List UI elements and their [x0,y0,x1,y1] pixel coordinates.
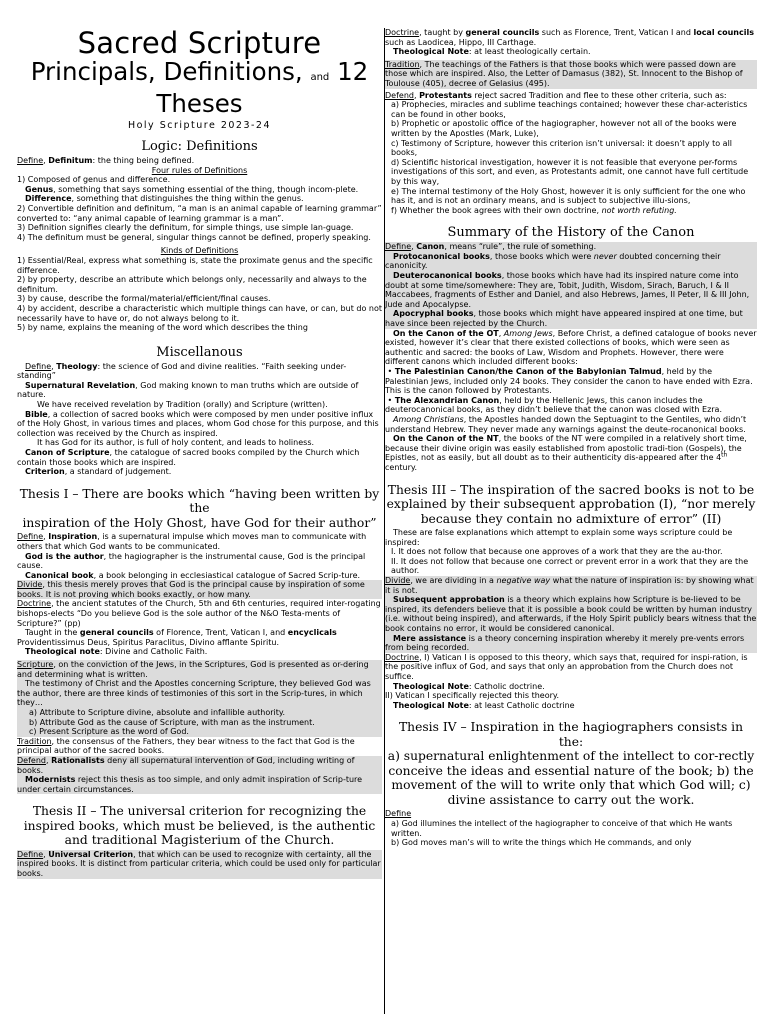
term: Criterion [25,467,65,477]
protestants-line: Defend, Protestants reject sacred Tradition and flee to these other criteria, such as: [385,90,727,100]
text: , that which can be used to recognize with certainty, all the inspired books. It is distinct from particular criteria, which could be used only for particular books. [17,849,381,879]
list-item: a) Attribute to Scripture divine, absolute and infallible authority. [29,708,286,717]
heading-line: inspiration of the Holy Ghost, have God for their author” [22,515,377,530]
text: Among Christians [393,414,464,424]
theological-note-line [385,701,757,711]
text: , the books of the NT were compiled in a relatively short time, because their divine origin was easily established from apostolic tradi-tion (Gospels), the Epistles, not as easily, but all doubt as to their authenticity dis-appeared after the 4 [385,434,747,463]
right-column [385,28,757,1018]
text: such as Florence, Trent, Vatican I and [539,28,694,37]
tradition-line [17,737,382,756]
text: f) Whether the book agrees with their own doctrine, [391,205,602,215]
term: Bible [25,409,48,419]
text: , on the conviction of the Jews, in the Scriptures, God is presented as or-dering and determining what is written. [17,660,369,679]
kind-3: 3) by cause, describe the formal/material/efficient/final causes. [17,294,271,304]
page-subtitle [17,59,382,91]
term: Inspiration [48,532,98,542]
text: , a standard of judgement. [64,467,172,477]
text: , taught by [419,28,466,37]
term: Supernatural Revelation [25,380,136,390]
canon-definitions-block [385,242,757,328]
text: reject this thesis as too simple, and only admit inspiration of Scrip-ture under certain circumstances. [17,775,363,794]
doctrine-label: Doctrine [17,599,52,609]
text: , the ancient statutes of the Church, 5th and 6th centuries, required inter-rogating bishops-elects “Do you believe God is the sole author of the N&O Testa-ments of Scripture?” (pp) [17,599,381,628]
text: , those books which might have appeared inspired at one time, but have since been rejected by the Church. [385,309,743,329]
kind-2: 2) by property, describe an attribute which belongs only, necessarily and always to the definitum. [17,275,367,294]
list-item: a) Prophecies, miracles and sublime teachings contained; however these char-acteristics can be found in other books, [391,100,748,119]
theological-note-line [385,682,757,692]
thesis-1-heading [17,487,382,531]
term: general councils [465,28,540,37]
define-label: Define [385,809,412,819]
define-label: Define [385,242,412,252]
heading-line: Thesis IV – Inspiration in the hagiographers consists in the: [398,720,744,749]
term: Theological note [25,647,100,657]
definitum-line: Define, Definitum: the thing being defined. [17,156,195,165]
inspiration-line: Define, Inspiration, is a supernatural impulse which moves man to communicate with others that which God wants to be communicated. [17,532,367,551]
canonical-line [17,571,382,581]
page-subtitle-theses: Theses [156,89,243,118]
course-label: Holy Scripture 2023-24 [127,120,272,131]
term: Universal Criterion [48,849,134,859]
list-item: b) Prophetic or apostolic office of the hagiographer, however not all of the books were written by the Apostles (Mark, Luke), [391,119,737,138]
term: Protocanonical books [393,251,490,261]
text: , held by the Palestinian Jews, included only 24 books. They consider the canon to have ended with Ezra. This is the canon followed by Protestants. [385,367,753,396]
bible-line [17,410,382,439]
text: reject sacred Tradition and flee to these other criteria, such as: [471,90,727,100]
term: Apocryphal books [393,309,474,319]
text: , those books which have had its inspired nature come into doubt at some time/somewhere: They are, Tobit, Judith, Wisdom, Sirach, Baruch, I & II Maccabees, fragments of Esther and Daniel, and also Hebrews, James, II Peter, II & III John, Jude and Apocalypse. [385,271,750,309]
canon-line [17,448,382,467]
thesis-3-heading: Thesis III – The inspiration of the sacred books is not to be explained by their subsequent approbation (I), “nor merely because they contain no admixture of error” (II) [386,482,756,526]
modernists-line [17,775,382,794]
nt-canon-line [385,434,757,472]
kind-4: 4) by accident, describe a characteristic which multiple things can have, or can, but do not necessarily have to have or, do not always belong to it. [17,303,382,323]
text: , Before Christ, a defined catalogue of books never existed, however it’s clear that there existed collections of books, which were seen as authentic and sacred: the books of Law, Wisdom and Prophets. However, there were different canons which included different books: [385,328,757,367]
doctrine-line [17,599,382,628]
text: , the catalogue of sacred books compiled by the Church which contain those books which are inspired. [17,448,360,467]
term: On the Canon of the NT [393,434,499,444]
subsequent-approbation-line [385,595,757,633]
define-label: Define [17,156,44,165]
tradition-label: Tradition [17,736,52,746]
text: : the science of God and divine realities. “Faith seeking under-standing” [17,361,347,381]
text: , the hagiographer is the instrumental cause, God is the principal cause. [17,551,366,571]
revelation-line [17,381,382,400]
apocryphal-line [385,309,757,328]
taught-line [17,628,382,647]
term: Canon of Scripture [25,448,110,458]
term: Theological Note [393,681,469,691]
text: : Divine and Catholic Faith. [99,647,208,657]
revelation-cont: We have received revelation by Tradition (orally) and Scripture (written). [37,400,328,410]
text: , those books which were [489,251,594,261]
misc-heading: Miscellanous [156,344,243,360]
left-column [17,28,382,1018]
text: : the thing being defined. [92,156,195,165]
list-item: a) God illumines the intellect of the hagiographer to conceive of that which He wants written. [391,818,733,838]
rationalists-line: Defend, Rationalists deny all supernatural intervention of God, including writing of books. [17,755,355,775]
text: Among Jews [503,328,553,338]
doctrine-label: Doctrine [385,28,420,37]
testimony-line: The testimony of Christ and the Apostles concerning Scripture, they believed God was the author, there are three kinds of testimonies of this sort in the Scrip-tures, in which they… [17,679,371,708]
term: Difference [25,194,72,204]
defend-label: Defend [17,755,46,765]
rule-3: 3) Definition signifies clearly the definitum, for simple things, use simple lan-guage. [17,223,354,233]
kind-5: 5) by name, explains the meaning of the word which describes the thing [17,323,308,333]
superscript: th [721,451,728,459]
list-item: b) God moves man’s will to write the things which He commands, and only [391,838,692,848]
list-item: II. It does not follow that because one correct or prevent error in a work that they are the author. [391,556,749,576]
list-item [385,206,757,216]
term: Protestants [419,90,472,100]
vatican-line: II) Vatican I specifically rejected this theory. [385,691,560,701]
defend-block [17,756,382,794]
ot-canon-line: On the Canon of the OT, Among Jews, Before Christ, a defined catalogue of books never existed, however it’s clear that there existed collections of books, which were seen as authentic and sacred: the books of Law, Wisdom and Prophets. However, there were different canons which included different books: [385,328,757,367]
thesis-3-intro: These are false explanations which attempt to explain some ways scripture could be inspired: [385,528,733,547]
term: general councils [79,628,154,638]
subtitle-and: and [310,72,330,83]
defend-label: Defend [385,90,414,100]
theological-note-line [17,647,382,657]
term: encyclicals [287,628,337,638]
doctrine-line [385,653,757,682]
criterion-line [17,467,382,477]
text: , the Apostles handed down the Septuagint to the Gentiles, who didn’t understand Hebrew. They never made any warnings against the deute-rocanonical books. [385,414,747,434]
rule-1: 1) Composed of genus and difference. [17,175,171,185]
term: Theological Note [393,47,469,57]
tradition-line [385,60,757,89]
kinds-heading: Kinds of Definitions [160,246,239,256]
text: deny all supernatural intervention of God, including writing of books. [17,755,355,775]
term: Subsequent approbation [393,595,505,605]
theology-line: Define, Theology: the science of God and divine realities. “Faith seeking under-standing” [17,361,347,381]
term: local councils [693,28,754,37]
alexandrian-canon-line: • The Alexandrian Canon, held by the Hellenic Jews, this canon includes the deuterocanonical books, as they didn’t believe that the canon was closed with Ezra. [385,395,722,415]
difference-line [17,194,382,204]
thesis-4-heading [385,720,757,807]
define-label: Define [17,849,44,859]
bible-cont: It has God for its author, is full of holy content, and leads to holiness. [37,438,315,448]
text: century. [385,462,418,472]
text: : at least Catholic doctrine [468,700,575,710]
rule-2: 2) Convertible definition and definitum, “a man is an animal capable of learning grammar” converted to: “any animal capable of learning grammar is a man”. [17,203,382,223]
text: : Catholic doctrine. [468,681,545,691]
text: , The teachings of the Fathers is that those books which were passed down are those which are inspired. Also, the Letter of Damasus (382), St. Innocent to the Bishop of Toulouse (405), decree of Gelasius (495). [385,59,743,88]
term: Genus [25,184,54,194]
text: , a collection of sacred books which were composed by men under positive influx of the Holy Ghost, in various times and places, whom God chose for this purpose, and this collection was received by the Church as inspired. [17,409,379,438]
text: not worth refuting. [601,205,677,215]
canon-line: Define, Canon, means “rule”, the rule of something. [385,242,597,252]
doctrine-label: Doctrine [385,652,420,662]
text: , we are dividing in a [410,576,497,585]
text: , something that says something essential of the thing, though incom-plete. [53,184,359,194]
text: , is a supernatural impulse which moves man to communicate with others that which God wants to be communicated. [17,532,367,551]
text: what the nature of inspiration is: by showing what it is not. [385,576,754,595]
divide-block [385,576,757,653]
text: , something that distinguishes the thing within the genus. [71,194,304,204]
text: Taught in the [25,628,80,638]
text: , means “rule”, the rule of something. [444,242,597,252]
page-title: Sacred Scripture [77,28,322,60]
text: , held by the Hellenic Jews, this canon includes the deuterocanonical books, as they didn’t believe that the canon was closed with Ezra. [385,395,722,415]
text: negative way [496,576,551,585]
scripture-block [17,660,382,737]
scripture-label: Scripture [17,660,54,670]
subtitle-part: Principals, Definitions, [30,57,303,86]
term: Modernists [25,775,76,785]
text: doubted concerning their canonicity. [385,251,721,271]
term: God is the author [25,551,104,561]
text: never [593,251,617,261]
author-line [17,552,382,571]
palestinian-canon-line: • The Palestinian Canon/the Canon of the Babylonian Talmud, held by the Palestinian Jews, included only 24 books. They consider the canon to have ended with Ezra. This is the canon followed by Protestants. [385,367,753,396]
text: , I) Vatican I is opposed to this theory, which says that, required for inspi-ration, is the positive influx of God, and says that only an approbation from the Church does not suffice. [385,652,748,681]
divide-label: Divide [17,580,43,590]
text: , this thesis merely proves that God is the principal cause by inspiration of some books. It is not proving which books exactly, or how many. [17,580,365,599]
define-label: Define [25,361,52,371]
list-item: c) Testimony of Scripture, however this criterion isn’t universal: it doesn’t apply to all books, [391,138,733,158]
subtitle-number: 12 [337,57,369,86]
term: The Palestinian Canon/the Canon of the Babylonian Talmud [394,367,662,376]
deuterocanonical-line [385,271,757,309]
heading-line: Thesis I – There are books which “having been written by the [19,486,380,516]
text: is a theory which explains how Scripture is be-lieved to be inspired, its defenders believe that it is possible a book could be written by human industry (i.e. without being inspired), and afterwards, if the Holy Spirit publicly bears witness that the book contains no error, it would be considered canonical. [385,595,757,633]
term: Deuterocanonical books [393,271,502,281]
rule-4: 4) The definitum must be general, singular things cannot be defined, properly speaking. [17,232,371,242]
text: : at least theologically certain. [468,47,591,57]
text: , a book belonging in ecclesiastical catalogue of Sacred Scrip-ture. [93,570,361,580]
theological-note-line [385,47,757,57]
divide-line [17,580,382,599]
genus-line [17,185,382,195]
tradition-label: Tradition [385,59,420,69]
text: is a theory concerning inspiration whereby it merely pre-vents errors from being recorded. [385,633,745,653]
term: The Alexandrian Canon [394,395,500,405]
christians-line [385,415,757,434]
mere-assistance-line [385,634,757,653]
divide-line [385,576,757,595]
scripture-line [17,660,382,679]
text: , God making known to man truths which are outside of nature. [17,380,359,400]
text: Providentissimus Deus, Spiritus Paraclitus, Divino afflante Spiritu. [17,637,279,647]
four-rules-heading: Four rules of Definitions [151,165,248,175]
term: Theology [56,361,98,371]
text: , the consensus of the Fathers, they bear witness to the fact that God is the principal author of the sacred books. [17,736,355,756]
term: Definitum [48,156,93,165]
list-item: b) Attribute God as the cause of Scripture, with man as the instrument. [29,717,315,727]
list-item: c) Present Scripture as the word of God. [29,727,189,737]
text: such as Laodicea, Hippo, III Carthage. [385,37,537,47]
thesis-2-heading: Thesis II – The universal criterion for recognizing the inspired books, which must be believed, is the authentic and traditional Magisterium of the Church. [23,804,376,848]
protocanonical-line [385,252,757,271]
term: On the Canon of the OT [393,328,499,338]
list-item: d) Scientific historical investigation, however it is not feasible that everyone per-forms investigations of this sort, and even, as Protestants admit, one cannot have full certitude by this way, [391,157,749,186]
define-label: Define [17,532,44,542]
canon-history-heading: Summary of the History of the Canon [447,225,695,241]
divide-label: Divide [385,576,411,585]
doctrine-councils-line [385,28,757,47]
list-item: I. It does not follow that because one approves of a work that they are the au-thor. [391,547,723,557]
heading-line: a) supernatural enlightenment of the intellect to cor-rectly conceive the ideas and essential nature of the book; b) the movement of the will to write only that which God will; c) divine assistance to carry out the work. [387,749,755,807]
term: Theological Note [393,700,469,710]
text: of Florence, Trent, Vatican I, and [153,628,288,638]
term: Rationalists [51,755,105,765]
list-item: e) The internal testimony of the Holy Ghost, however it is only sufficient for the one who has it, and is not an ordinary means, and is subject to subjective illu-sions, [391,186,746,206]
term: Canon [416,242,445,252]
term: Mere assistance [393,633,467,643]
logic-heading: Logic: Definitions [141,139,258,154]
kind-1: 1) Essential/Real, express what something is, state the proximate genus and the specific difference. [17,255,373,275]
universal-criterion-line: Define, Universal Criterion, that which can be used to recognize with certainty, all the inspired books. It is distinct from particular criteria, which could be used only for particular books. [17,849,381,879]
term: Canonical book [25,570,94,580]
